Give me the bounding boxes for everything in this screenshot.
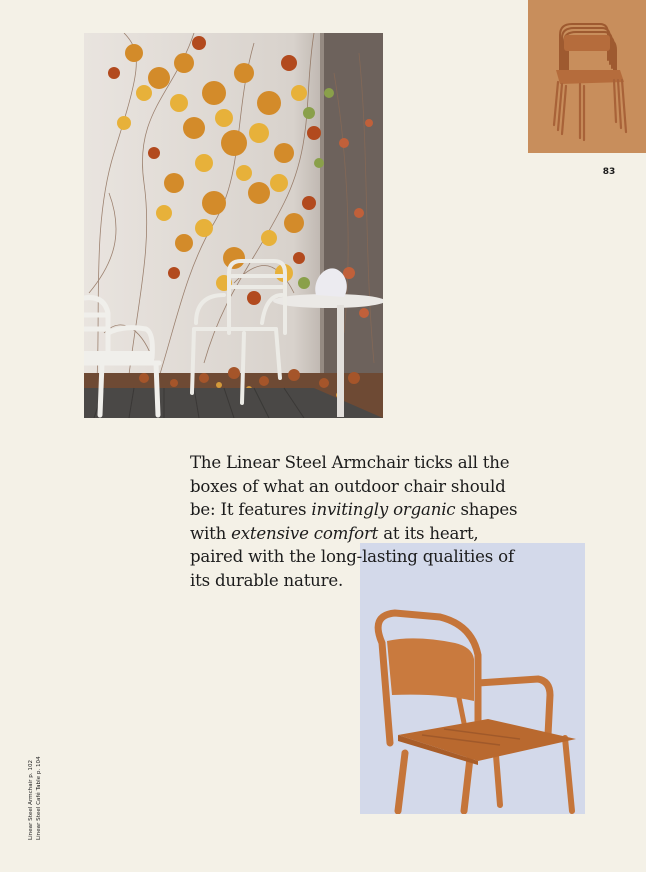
body-text-2: shapes with [190,500,518,543]
body-text-3: at its heart, paired with the long-lasting qualities of its durable nature. [190,523,514,590]
page-number: 83 [602,167,616,177]
photo-ivy-terrace [84,33,383,418]
caption-line-armchair: Linear Steel Armchair p. 102 [28,759,34,840]
body-text-italic-2: extensive comfort [231,523,379,543]
body-paragraph [190,451,530,593]
ivy-terrace-illustration [84,33,383,418]
body-text-1: The Linear Steel Armchair ticks all the boxes of what an outdoor chair should be: It features [190,453,510,520]
body-text-italic-1: invitingly organic [311,500,456,520]
product-references-caption [28,756,43,840]
photo-stacked-chairs [528,0,646,153]
caption-line-table: Linear Steel Café Table p. 104 [35,756,42,840]
stacked-chairs-illustration [528,0,646,153]
